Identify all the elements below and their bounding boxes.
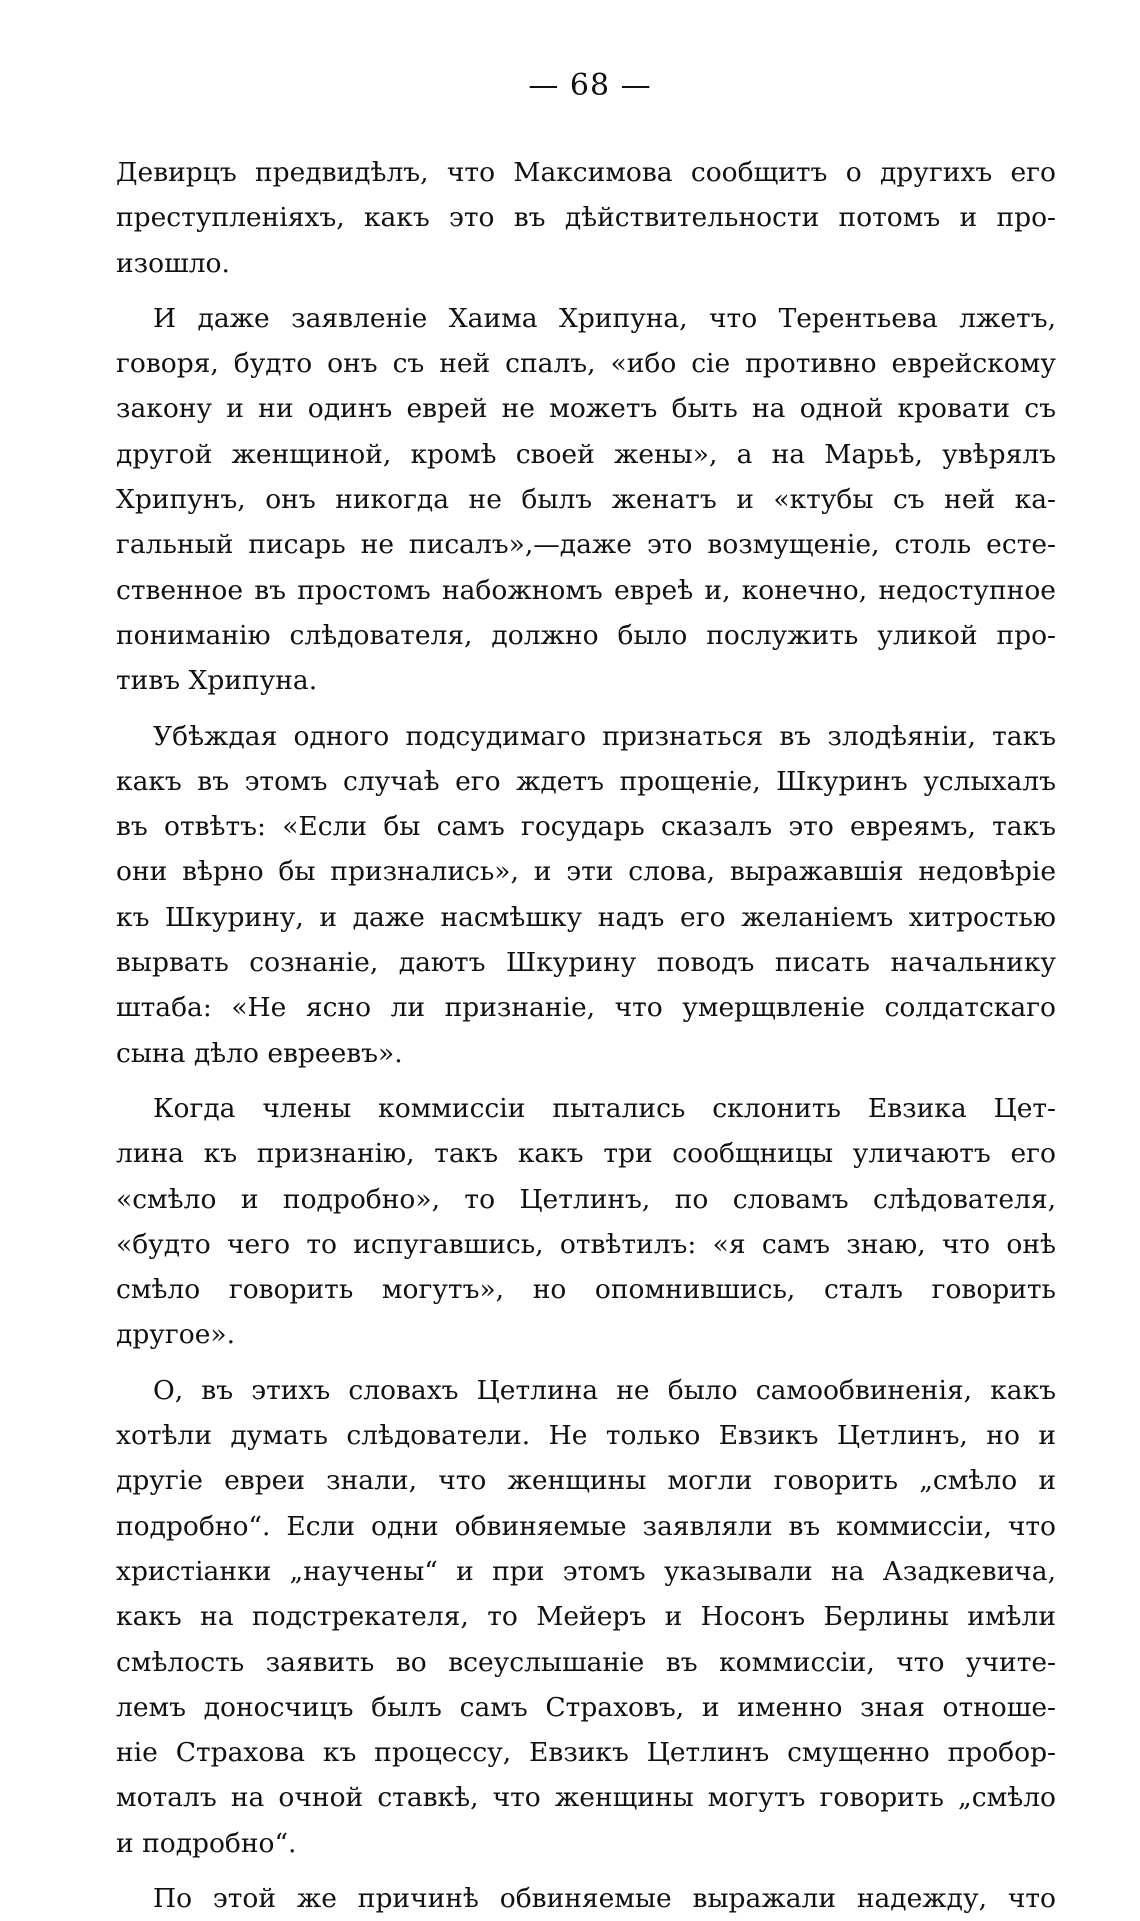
text-line: штаба: «Не ясно ли признаніе, что умерщвленіе солдатскаго <box>116 992 1056 1024</box>
text-line: Убѣждая одного подсудимаго признаться въ злодѣяніи, такъ <box>153 720 1056 752</box>
text-line: закону и ни одинъ еврей не можетъ быть на одной кровати съ <box>116 393 1056 425</box>
text-line: въ отвѣтъ: «Если бы самъ государь сказалъ это евреямъ, такъ <box>116 811 1056 843</box>
body-text <box>116 150 1056 1921</box>
text-line: гальный писарь не писалъ»,—даже это возмущеніе, столь есте- <box>116 529 1056 561</box>
text-line: сына дѣло евреевъ». <box>116 1037 403 1069</box>
text-line: ственное въ простомъ набожномъ евреѣ и, конечно, недоступное <box>116 574 1056 606</box>
text-line: Хрипунъ, онъ никогда не былъ женатъ и «ктубы съ ней ка- <box>116 484 1056 516</box>
text-line: другой женщиной, кромѣ своей жены», а на Марьѣ, увѣрялъ <box>116 438 1056 470</box>
text-line: «будто чего то испугавшись, отвѣтилъ: «я самъ знаю, что онѣ <box>116 1228 1056 1260</box>
paragraph <box>116 1368 1056 1866</box>
text-line: лемъ доносчицъ былъ самъ Страховъ, и именно зная отноше- <box>116 1691 1056 1723</box>
text-line: какъ на подстрекателя, то Мейеръ и Носонъ Берлины имѣли <box>116 1601 1056 1633</box>
text-line: И даже заявленіе Хаима Хрипуна, что Терентьева лжетъ, <box>153 302 1056 334</box>
text-line: къ Шкурину, и даже насмѣшку надъ его желаніемъ хитростью <box>116 901 1056 933</box>
text-line: смѣлость заявить во всеуслышаніе въ коммиссіи, что учите- <box>116 1646 1056 1678</box>
paragraph <box>116 714 1056 1076</box>
paragraph <box>116 296 1056 704</box>
text-line: смѣло говорить могутъ», но опомнившись, сталъ говорить <box>116 1274 1056 1306</box>
text-line: ніе Страхова къ процессу, Евзикъ Цетлинъ смущенно пробор- <box>116 1737 1056 1769</box>
text-line: преступленіяхъ, какъ это въ дѣйствительности потомъ и про- <box>116 202 1056 234</box>
text-line: какъ въ этомъ случаѣ его ждетъ прощеніе, Шкуринъ услыхалъ <box>116 765 1056 797</box>
text-line: Девирцъ предвидѣлъ, что Максимова сообщитъ о другихъ его <box>116 157 1056 188</box>
text-line: пониманію слѣдователя, должно было послужить уликой про- <box>116 619 1056 651</box>
text-line: вырвать сознаніе, даютъ Шкурину поводъ писать начальнику <box>116 947 1056 979</box>
text-line: подробно“. Если одни обвиняемые заявляли въ коммиссіи, что <box>116 1510 1056 1542</box>
text-line: тивъ Хрипуна. <box>116 665 318 697</box>
text-line: О, въ этихъ словахъ Цетлина не было самообвиненія, какъ <box>153 1374 1056 1406</box>
text-line: моталъ на очной ставкѣ, что женщины могутъ говорить „смѣло <box>116 1782 1056 1814</box>
text-line: они вѣрно бы признались», и эти слова, выражавшія недовѣріе <box>116 856 1056 888</box>
paragraph <box>116 1086 1056 1358</box>
text-line: Когда члены коммиссіи пытались склонить Евзика Цет- <box>153 1092 1056 1124</box>
text-line: другіе евреи знали, что женщины могли говорить „смѣло и <box>116 1465 1056 1497</box>
page-number: — 68 — <box>528 68 652 103</box>
text-line: По этой же причинѣ обвиняемые выражали надежду, что <box>153 1882 1056 1914</box>
text-line: и подробно“. <box>116 1827 297 1859</box>
text-line: говоря, будто онъ съ ней спалъ, «ибо сіе противно еврейскому <box>116 348 1056 380</box>
text-line: «смѣло и подробно», то Цетлинъ, по словамъ слѣдователя, <box>116 1183 1056 1215</box>
text-line: лина къ признанію, такъ какъ три сообщницы уличаютъ его <box>116 1138 1056 1170</box>
paragraph <box>116 150 1056 286</box>
text-line: изошло. <box>116 247 230 279</box>
text-line: христіанки „научены“ и при этомъ указывали на Азадкевича, <box>116 1555 1056 1587</box>
text-line: другое». <box>116 1319 236 1351</box>
paragraph <box>116 1876 1056 1921</box>
text-line: хотѣли думать слѣдователи. Не только Евзикъ Цетлинъ, но и <box>116 1420 1056 1452</box>
